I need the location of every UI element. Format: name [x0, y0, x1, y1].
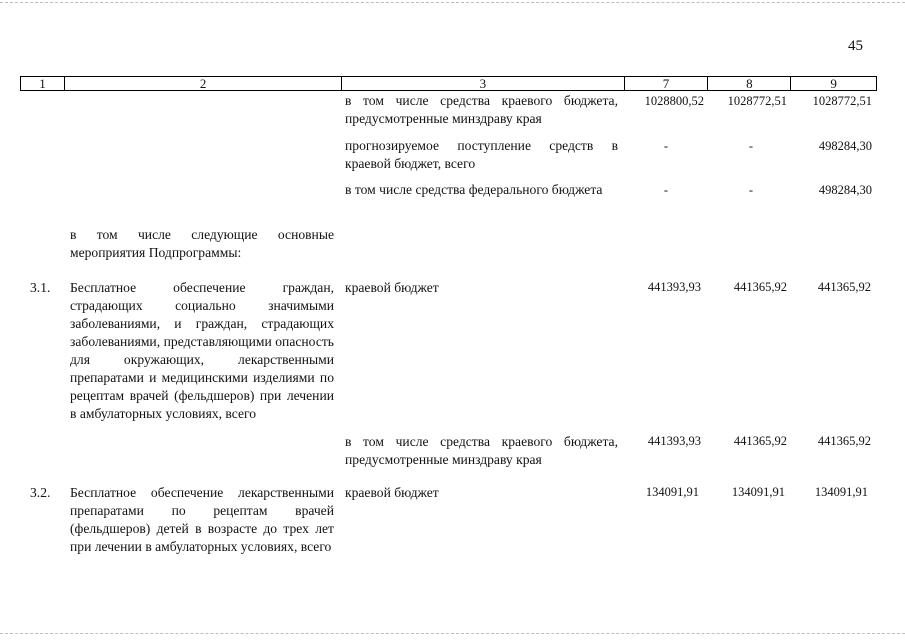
item31-col8-value: 441365,92: [733, 280, 787, 294]
item31-description: Бесплатное обеспечение граждан, страдающих социально значимыми заболеваниями, и граждан, страдающих заболеваниями, представляющими опасность для окружающих, лекарственными препаратами и медицинскими изделиями по рецептам врачей (фельдшеров) при лечении в амбулаторных условиях, всего: [70, 280, 334, 421]
row2-col8-value: -: [748, 139, 753, 153]
row4-description: в том числе следующие основные мероприятия Подпрограммы:: [70, 227, 334, 260]
row1-col9-value: 1028772,51: [812, 94, 872, 108]
item32-col9-value: 134091,91: [814, 485, 868, 499]
header-col-7: 7: [625, 77, 709, 90]
row3-col9-value: 498284,30: [818, 183, 872, 197]
header-col-9: 9: [830, 76, 837, 91]
row3-col7-value: -: [663, 183, 668, 197]
row3-source: в том числе средства федерального бюджета: [345, 182, 603, 197]
item31-sub-col7-value: 441393,93: [647, 434, 701, 448]
item32-col8-value: 134091,91: [731, 485, 785, 499]
header-col-1: 1: [21, 77, 65, 90]
table-header-row: [20, 76, 877, 91]
item31-col7-value: 441393,93: [647, 280, 701, 294]
item32-source: краевой бюджет: [345, 485, 439, 500]
item31-sub-col9-value: 441365,92: [817, 434, 871, 448]
item32-description: Бесплатное обеспечение лекарственными препаратами по рецептам врачей (фельдшеров) детей в возрасте до трех лет при лечении в амбулаторных условиях, всего: [70, 485, 334, 554]
item32-number: 3.2.: [30, 485, 51, 500]
row2-source: прогнозируемое поступление средств в краевой бюджет, всего: [345, 138, 618, 171]
header-col-2: 2: [65, 77, 342, 90]
page-number: 45: [848, 38, 863, 54]
row1-source: в том числе средства краевого бюджета, предусмотренные минздраву края: [345, 93, 618, 126]
row2-col9-value: 498284,30: [818, 139, 872, 153]
row2-col7-value: -: [663, 139, 668, 153]
item32-col7-value: 134091,91: [645, 485, 699, 499]
item31-sub-col8-value: 441365,92: [733, 434, 787, 448]
item31-source: краевой бюджет: [345, 280, 439, 295]
row3-col8-value: -: [748, 183, 753, 197]
header-col-8: 8: [708, 77, 791, 90]
item31-number: 3.1.: [30, 280, 51, 295]
page-top-edge: [0, 2, 905, 3]
item31-sub-source: в том числе средства краевого бюджета, предусмотренные минздраву края: [345, 434, 618, 467]
row1-col8-value: 1028772,51: [727, 94, 787, 108]
item31-col9-value: 441365,92: [817, 280, 871, 294]
row1-col7-value: 1028800,52: [644, 94, 704, 108]
header-col-3: 3: [342, 77, 624, 90]
page-bottom-edge: [0, 633, 905, 634]
